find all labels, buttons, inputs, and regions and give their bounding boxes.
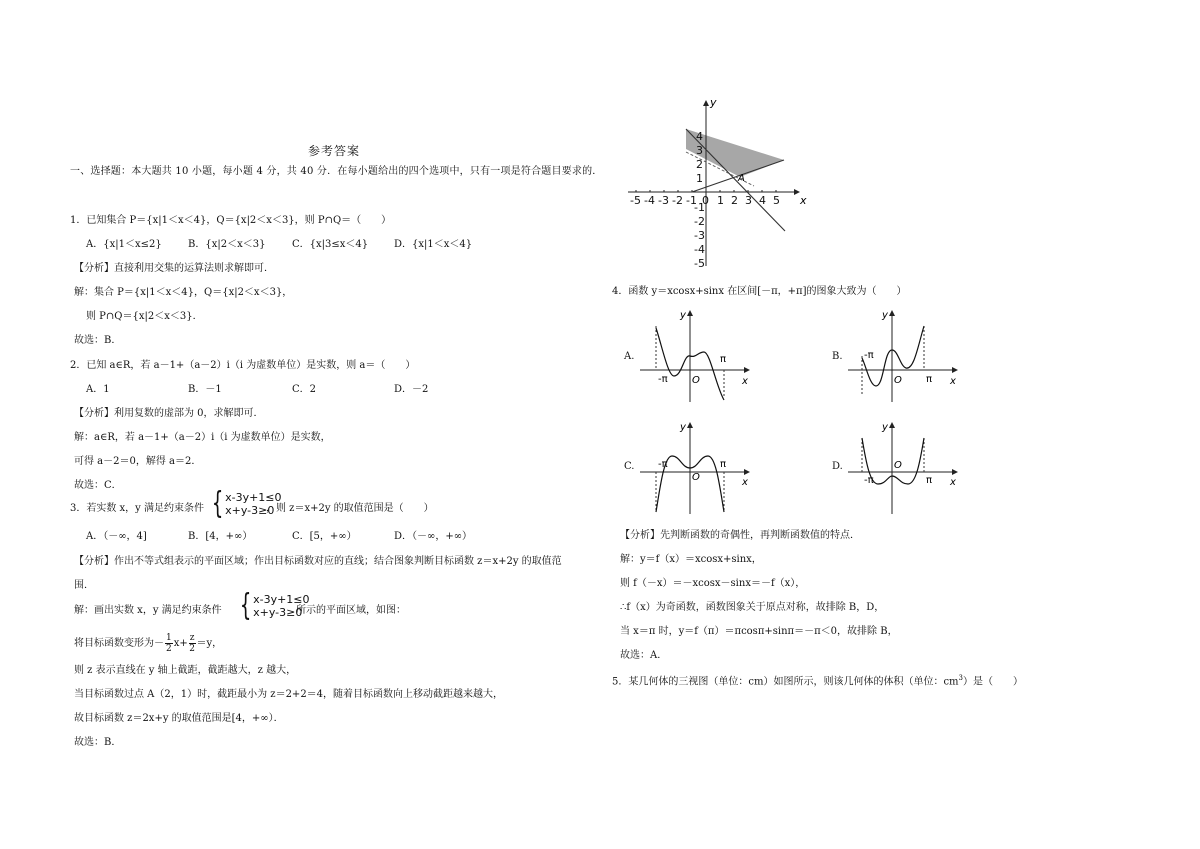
- q2-option-a: A．1: [86, 384, 110, 395]
- q3-solution-1-pre: 解：画出实数 x，y 满足约束条件: [74, 605, 222, 616]
- fraction-numerator: z: [189, 633, 195, 643]
- q1-answer: 故选：B．: [74, 335, 122, 346]
- q4-solution-4: 当 x＝π 时，y＝f（π）＝πcosπ+sinπ＝－π＜0，故排除 B，: [620, 626, 898, 637]
- q2-analysis: 【分析】利用复数的虚部为 0，求解即可．: [74, 408, 264, 419]
- brace-icon: {: [239, 588, 252, 623]
- q3-option-b: B．[4，+∞）: [188, 531, 253, 542]
- q5-stem-post: ）是（ ）: [963, 676, 1023, 688]
- q3-solution-5: 故目标函数 z＝2x+y 的取值范围是[4，+∞）．: [74, 713, 284, 724]
- q3-analysis-1: 【分析】作出不等式组表示的平面区域；作出目标函数对应的直线；结合图象判断目标函数 z＝x+2y 的取值范: [74, 556, 562, 567]
- q2-option-c: C．2: [292, 384, 317, 395]
- neg-pi-label: -π: [864, 350, 874, 361]
- q4-graph-d-label: D.: [832, 461, 843, 472]
- q4-graph-a-label: A.: [624, 351, 635, 362]
- q3-stem-pre: 3．若实数 x，y 满足约束条件: [70, 503, 205, 514]
- fraction-one-half: [165, 633, 173, 654]
- q2-solution-1: 解：a∈R，若 a－1+（a－2）i（i 为虚数单位）是实数，: [74, 432, 331, 443]
- q1-solution-2: 则 P∩Q＝{x|2＜x＜3}．: [86, 311, 203, 322]
- y-axis-label: y: [882, 422, 888, 433]
- q4-solution-1: 解：y＝f（x）＝xcosx+sinx，: [620, 554, 762, 565]
- x-axis-arrow-icon: [952, 367, 958, 373]
- fraction-denominator: 2: [166, 644, 172, 654]
- x-axis-label: x: [800, 194, 807, 207]
- neg-pi-label: -π: [658, 374, 668, 385]
- q3-option-c: C．[5，+∞）: [292, 531, 357, 542]
- q3-solution-4: 当目标函数过点 A（2，1）时，截距最小为 z＝2+2＝4，随着目标函数向上移动截距越来越大，: [74, 689, 504, 700]
- y-axis-arrow-icon: [687, 422, 693, 428]
- x-tick-label: 3: [745, 194, 752, 207]
- q1-option-d: D．{x|1＜x＜4}: [394, 239, 473, 250]
- origin-label: O: [894, 375, 902, 386]
- x-tick-label: 0: [702, 194, 709, 207]
- neg-pi-label: -π: [864, 475, 874, 486]
- y-axis-arrow-icon: [687, 310, 693, 316]
- q1-solution-1: 解：集合 P＝{x|1＜x＜4}，Q＝{x|2＜x＜3}，: [74, 287, 293, 298]
- q3-solution-constraint-1: x-3y+1≤0: [253, 593, 310, 606]
- pi-label: π: [926, 374, 933, 385]
- q4-graph-d: [844, 418, 964, 516]
- q1-option-b: B．{x|2＜x＜3}: [188, 239, 266, 250]
- section-heading: 一、选择题：本大题共 10 小题，每小题 4 分，共 40 分．在每小题给出的四个选项中，只有一项是符合题目要求的．: [70, 166, 603, 177]
- q4-graph-a: [636, 306, 756, 404]
- y-tick-label: -4: [694, 243, 705, 256]
- pi-label: π: [720, 459, 727, 470]
- x-tick-label: 1: [717, 194, 724, 207]
- y-axis-label: y: [882, 310, 888, 321]
- q4-graph-c: [636, 418, 756, 516]
- fraction-numerator: 1: [166, 633, 172, 643]
- q1-stem: 1．已知集合 P＝{x|1＜x＜4}，Q＝{x|2＜x＜3}，则 P∩Q＝（ ）: [70, 215, 392, 226]
- q3-option-d: D．（－∞，+∞）: [394, 531, 473, 542]
- y-tick-label: 4: [696, 130, 703, 143]
- x-tick-label: -5: [630, 194, 641, 207]
- x-tick-labels: [630, 194, 780, 207]
- q3-feasible-region-figure: [626, 96, 810, 272]
- q5-stem-pre: 5．某几何体的三视图（单位：cm）如图所示，则该几何体的体积（单位：cm: [612, 676, 959, 688]
- x-tick-label: 5: [773, 194, 780, 207]
- q4-graph-b-label: B.: [832, 351, 843, 362]
- q4-answer: 故选：A．: [620, 650, 668, 661]
- q4-graph-c-label: C.: [624, 461, 635, 472]
- point-a-label: A: [738, 173, 745, 184]
- y-tick-label: -1: [694, 201, 705, 214]
- y-axis-arrow-icon: [889, 310, 895, 316]
- q3-solution-3: 则 z 表示直线在 y 轴上截距，截距越大，z 越大，: [74, 665, 297, 676]
- q2-stem: 2．已知 a∈R，若 a－1+（a－2）i（i 为虚数单位）是实数，则 a＝（ ）: [70, 360, 416, 371]
- q5-unit-superscript: 3: [958, 674, 963, 682]
- pi-label: π: [720, 354, 727, 365]
- y-axis-arrow-icon: [889, 422, 895, 428]
- q4-solution-3: ∴f（x）为奇函数，函数图象关于原点对称，故排除 B，D，: [620, 602, 885, 613]
- y-axis-arrow-icon: [703, 100, 709, 106]
- q1-option-c: C．{x|3≤x＜4}: [292, 239, 369, 250]
- x-tick-label: 4: [759, 194, 766, 207]
- q3-solution-1-post: 所示的平面区域，如图：: [296, 605, 406, 616]
- x-tick-label: -4: [644, 194, 655, 207]
- q4-stem: 4．函数 y＝xcosx+sinx 在区间[－π，+π]的图象大致为（ ）: [612, 286, 907, 297]
- origin-label: O: [692, 472, 700, 483]
- q3-solution-2-pre: 将目标函数变形为－: [74, 638, 164, 649]
- origin-label: O: [692, 375, 700, 386]
- x-tick-label: -2: [672, 194, 683, 207]
- x-axis-arrow-icon: [744, 469, 750, 475]
- q3-solution-constraint-2: x+y-3≥0: [253, 606, 303, 619]
- y-axis-label: y: [710, 96, 717, 109]
- x-axis-label: x: [950, 376, 956, 387]
- q3-solution-2-post: ＝y，: [196, 638, 223, 649]
- x-axis-label: x: [742, 477, 748, 488]
- q2-option-d: D．－2: [394, 384, 429, 395]
- y-tick-label: 3: [696, 144, 703, 157]
- q2-answer: 故选：C．: [74, 480, 122, 491]
- q4-analysis: 【分析】先判断函数的奇偶性，再判断函数值的特点．: [620, 530, 860, 541]
- q3-answer: 故选：B．: [74, 737, 122, 748]
- x-axis-label: x: [950, 477, 956, 488]
- y-tick-label: 2: [696, 158, 703, 171]
- y-tick-label: 1: [696, 172, 703, 185]
- q2-solution-2: 可得 a－2＝0，解得 a＝2．: [74, 456, 202, 467]
- x-axis-arrow-icon: [952, 469, 958, 475]
- brace-icon: {: [211, 486, 224, 521]
- y-tick-label: -5: [694, 257, 705, 270]
- fraction-denominator: 2: [189, 644, 195, 654]
- pi-label: π: [926, 475, 933, 486]
- y-axis-label: y: [680, 310, 686, 321]
- q3-stem-post: ，则 z＝x+2y 的取值范围是（ ）: [266, 503, 434, 514]
- q3-analysis-2: 围．: [74, 580, 94, 591]
- q3-solution-2-mid: x+: [173, 638, 188, 649]
- q5-stem: [612, 674, 1023, 689]
- page-title: 参考答案: [308, 144, 361, 158]
- y-axis-label: y: [680, 422, 686, 433]
- y-tick-label: -2: [694, 215, 705, 228]
- q3-constraint-2: x+y-3≥0: [225, 504, 275, 517]
- q1-option-a: A．{x|1＜x≤2}: [86, 239, 162, 250]
- x-tick-label: 2: [731, 194, 738, 207]
- q1-analysis: 【分析】直接利用交集的运算法则求解即可．: [74, 263, 274, 274]
- x-axis-arrow-icon: [744, 367, 750, 373]
- q2-option-b: B．－1: [188, 384, 222, 395]
- x-tick-label: -3: [658, 194, 669, 207]
- q3-option-a: A．（－∞，4]: [86, 531, 147, 542]
- x-tick-label: -1: [686, 194, 697, 207]
- neg-pi-label: -π: [658, 459, 668, 470]
- fraction-z-half: [189, 633, 196, 654]
- q3-solution-2: [74, 633, 222, 654]
- q4-solution-2: 则 f（－x）＝－xcosx－sinx＝－f（x），: [620, 578, 806, 589]
- y-tick-label: -3: [694, 229, 705, 242]
- q4-graph-b: [844, 306, 964, 404]
- q3-constraint-1: x-3y+1≤0: [225, 491, 282, 504]
- x-axis-label: x: [742, 376, 748, 387]
- origin-label: O: [894, 460, 902, 471]
